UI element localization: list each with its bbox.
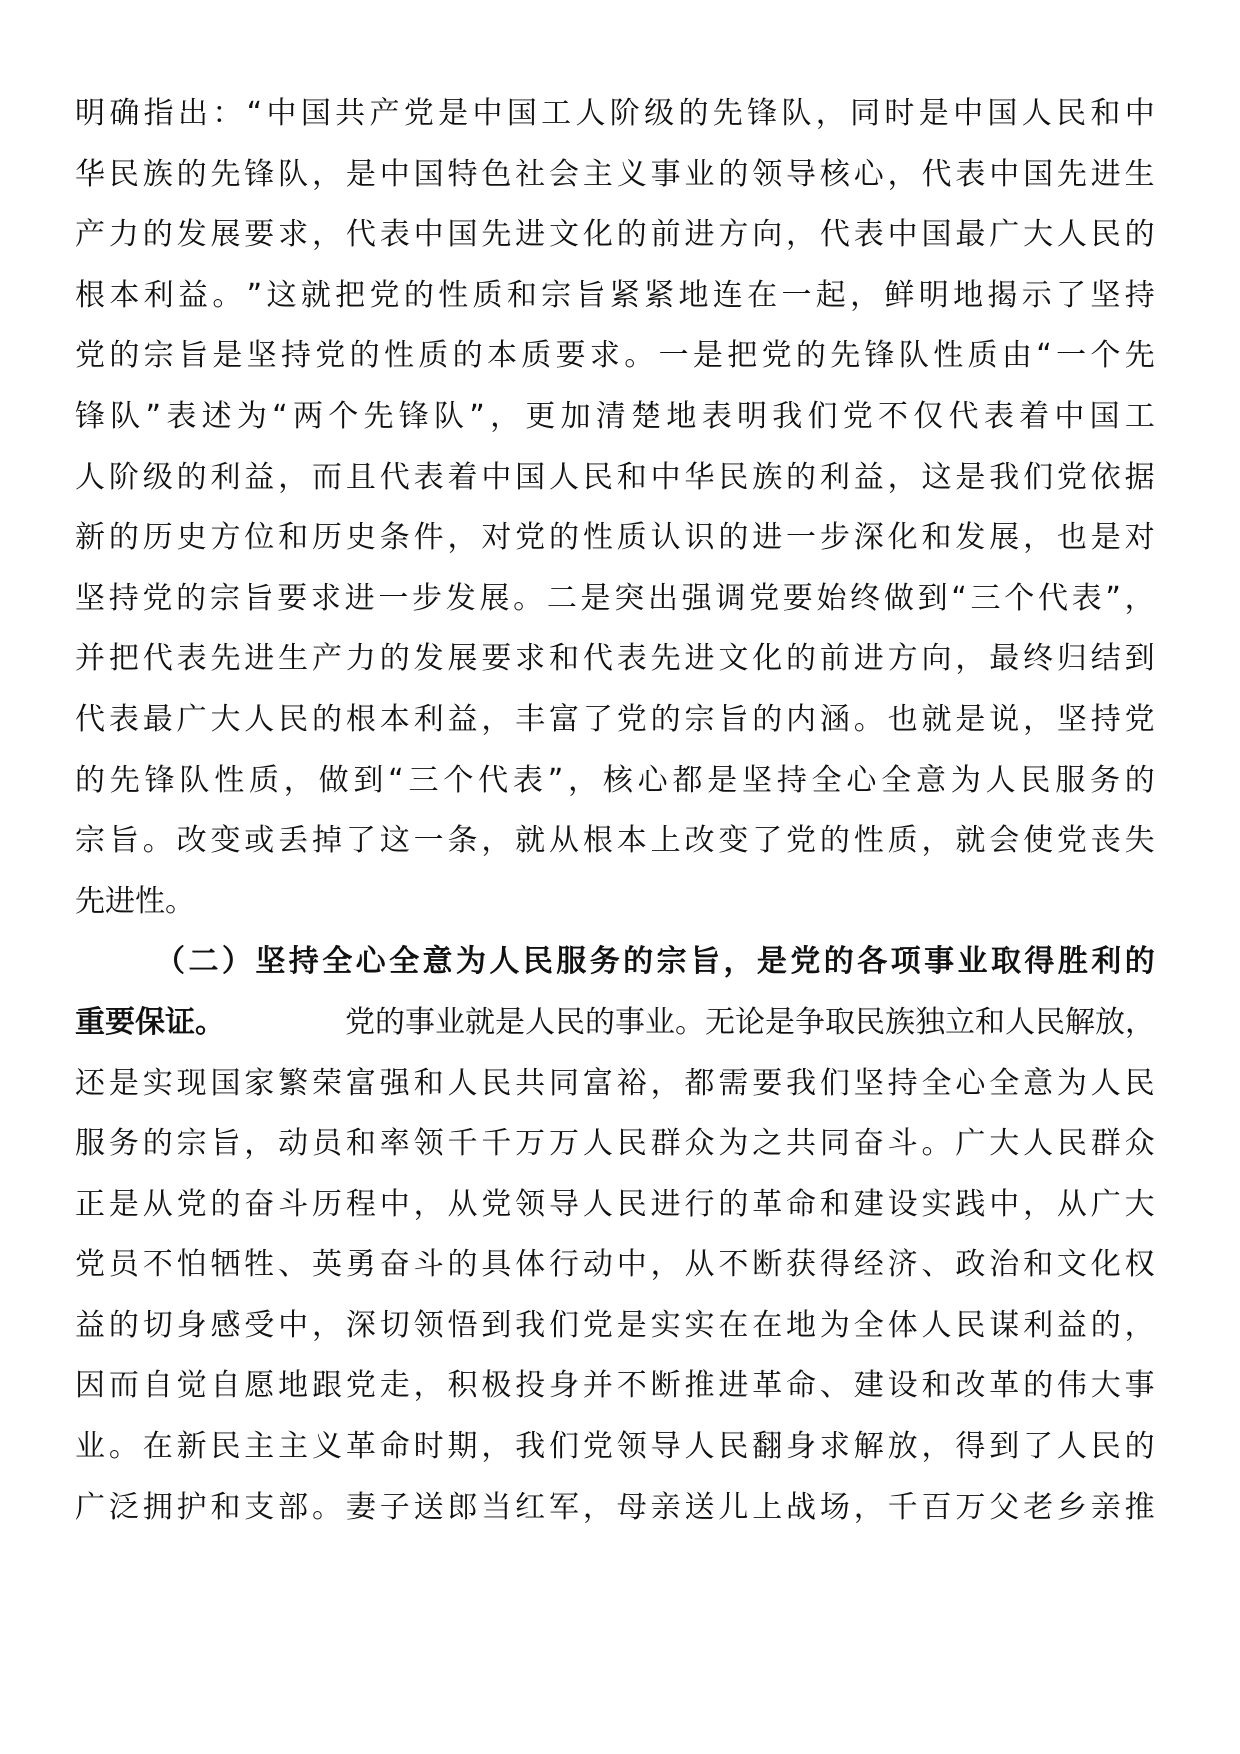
text-line: 锋 队 ” 表 述 为 “ 两 个 先 锋 队 ” ， 更 加 清 楚 地 表 明 我 们 党 不 仅 代 表 着 中 国 工 [75, 398, 1155, 434]
section-heading-end: 重要保证。 [75, 1004, 225, 1040]
text-line: 明 确 指 出 ： “ 中 国 共 产 党 是 中 国 工 人 阶 级 的 先 锋 队 ， 同 时 是 中 国 人 民 和 中 [75, 96, 1155, 131]
text-segment: 党的事业就是人民的事业。无论是争取民族独立和人民解放， [345, 1004, 1155, 1040]
text-line: 广 泛 拥 护 和 支 部 。 妻 子 送 郎 当 红 军 ， 母 亲 送 儿 上 战 场 ， 千 百 万 父 老 乡 亲 推 [75, 1489, 1155, 1525]
text-line: 新 的 历 史 方 位 和 历 史 条 件 ， 对 党 的 性 质 认 识 的 进 一 步 深 化 和 发 展 ， 也 是 对 [75, 520, 1155, 556]
section-heading: （ 二 ） 坚 持 全 心 全 意 为 人 民 服 务 的 宗 旨 ， 是 党 的 各 项 事 业 取 得 胜 利 的 [155, 944, 1155, 980]
text-line: 并 把 代 表 先 进 生 产 力 的 发 展 要 求 和 代 表 先 进 文 化 的 前 进 方 向 ， 最 终 归 结 到 [75, 641, 1155, 677]
text-line: 党 的 宗 旨 是 坚 持 党 的 性 质 的 本 质 要 求 。 一 是 把 党 的 先 锋 队 性 质 由 “ 一 个 先 [75, 338, 1155, 374]
document-body [75, 84, 1155, 1538]
text-line: 服 务 的 宗 旨 ， 动 员 和 率 领 千 千 万 万 人 民 群 众 为 之 共 同 奋 斗 。 广 大 人 民 群 众 [75, 1126, 1155, 1162]
text-line: 华 民 族 的 先 锋 队 ， 是 中 国 特 色 社 会 主 义 事 业 的 领 导 核 心 ， 代 表 中 国 先 进 生 [75, 156, 1155, 192]
text-line: 产 力 的 发 展 要 求 ， 代 表 中 国 先 进 文 化 的 前 进 方 向 ， 代 表 中 国 最 广 大 人 民 的 [75, 217, 1155, 253]
text-line [75, 993, 1155, 1054]
text-line: 人 阶 级 的 利 益 ， 而 且 代 表 着 中 国 人 民 和 中 华 民 族 的 利 益 ， 这 是 我 们 党 依 据 [75, 459, 1155, 495]
text-line: 党 员 不 怕 牺 牲 、 英 勇 奋 斗 的 具 体 行 动 中 ， 从 不 断 获 得 经 济 、 政 治 和 文 化 权 [75, 1247, 1155, 1283]
text-line: 因 而 自 觉 自 愿 地 跟 党 走 ， 积 极 投 身 并 不 断 推 进 革 命 、 建 设 和 改 革 的 伟 大 事 [75, 1368, 1155, 1404]
text-line: 的 先 锋 队 性 质 ， 做 到 “ 三 个 代 表 ” ， 核 心 都 是 坚 持 全 心 全 意 为 人 民 服 务 的 [75, 762, 1155, 798]
paragraph-2 [75, 932, 1155, 1538]
text-line: 业 。 在 新 民 主 主 义 革 命 时 期 ， 我 们 党 领 导 人 民 翻 身 求 解 放 ， 得 到 了 人 民 的 [75, 1429, 1155, 1465]
text-line: 宗 旨 。 改 变 或 丢 掉 了 这 一 条 ， 就 从 根 本 上 改 变 了 党 的 性 质 ， 就 会 使 党 丧 失 [75, 823, 1155, 859]
text-line: 还 是 实 现 国 家 繁 荣 富 强 和 人 民 共 同 富 裕 ， 都 需 要 我 们 坚 持 全 心 全 意 为 人 民 [75, 1065, 1155, 1101]
text-line: 益 的 切 身 感 受 中 ， 深 切 领 悟 到 我 们 党 是 实 实 在 在 地 为 全 体 人 民 谋 利 益 的 ， [75, 1307, 1155, 1343]
text-line: 代 表 最 广 大 人 民 的 根 本 利 益 ， 丰 富 了 党 的 宗 旨 的 内 涵 。 也 就 是 说 ， 坚 持 党 [75, 701, 1155, 737]
text-line: 先 进 性 。 [75, 883, 195, 919]
text-line: 根 本 利 益 。 ” 这 就 把 党 的 性 质 和 宗 旨 紧 紧 地 连 在 一 起 ， 鲜 明 地 揭 示 了 坚 持 [75, 277, 1155, 313]
text-line: 正 是 从 党 的 奋 斗 历 程 中 ， 从 党 领 导 人 民 进 行 的 革 命 和 建 设 实 践 中 ， 从 广 大 [75, 1186, 1155, 1222]
text-line: 坚 持 党 的 宗 旨 要 求 进 一 步 发 展 。 二 是 突 出 强 调 党 要 始 终 做 到 “ 三 个 代 表 ” ， [75, 580, 1155, 616]
paragraph-2-lines [75, 1054, 1155, 1539]
paragraph-1 [75, 84, 1155, 932]
